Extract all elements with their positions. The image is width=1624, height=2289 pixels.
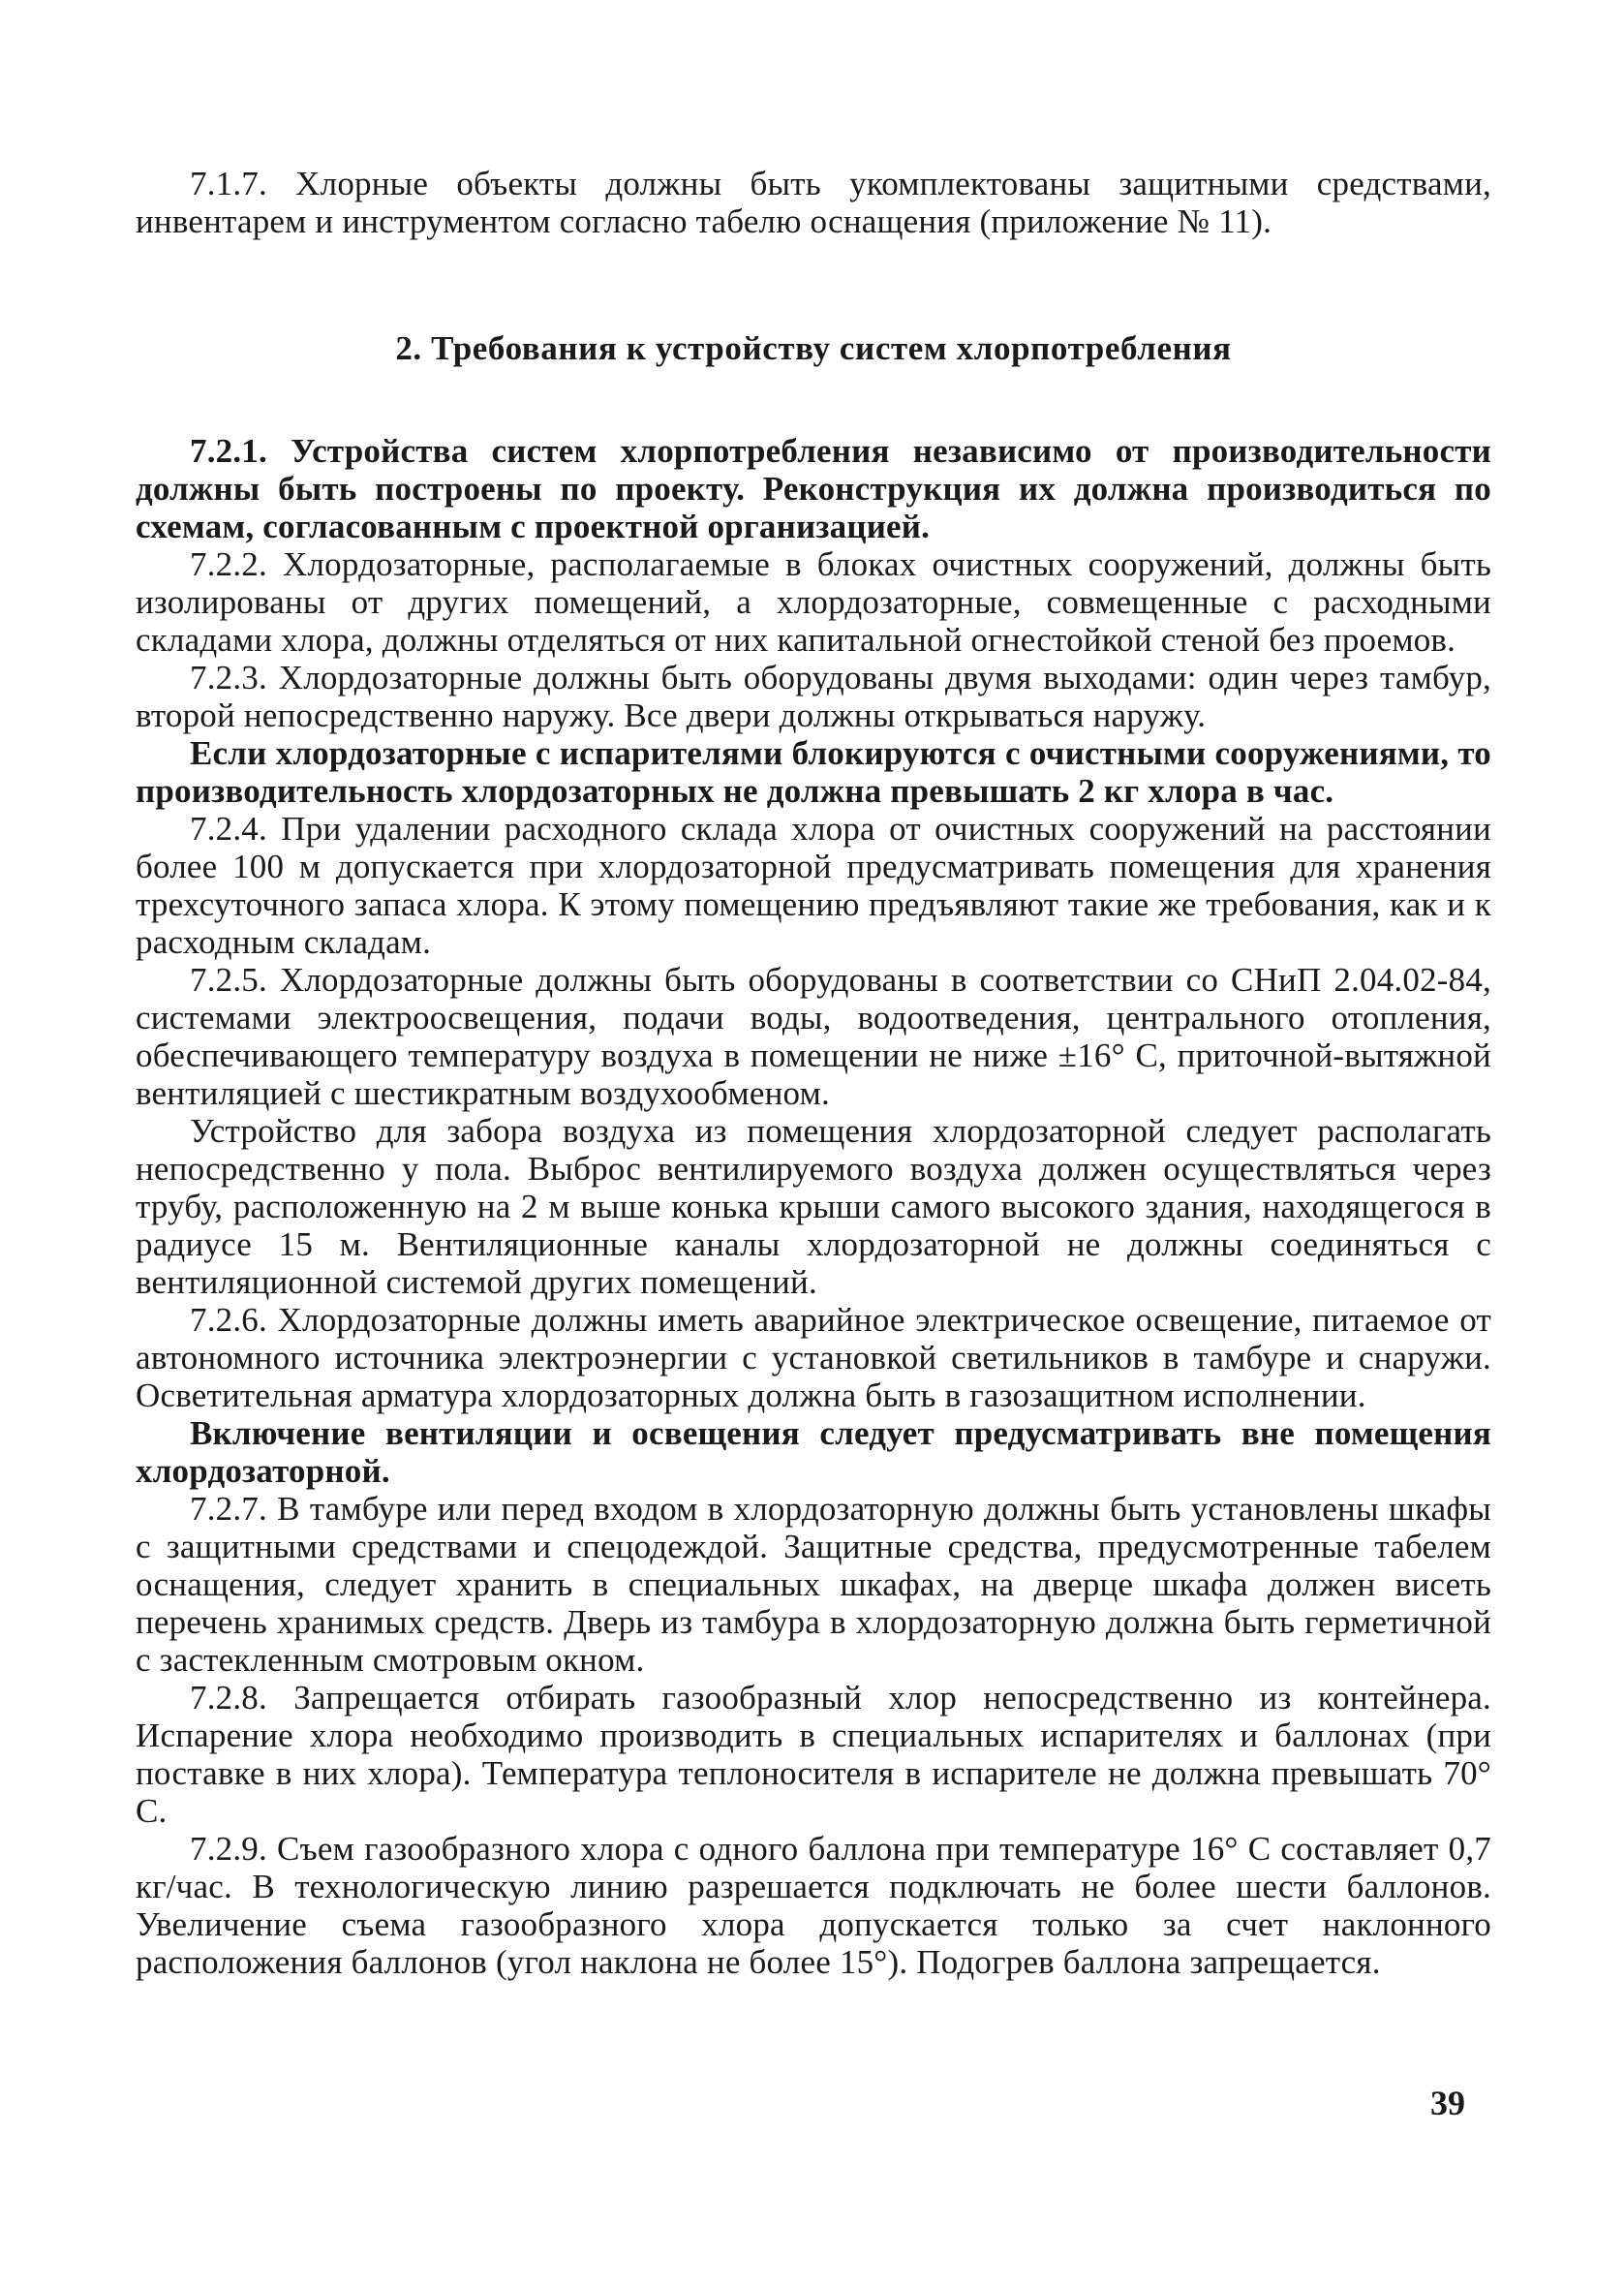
paragraph-7-2-9: 7.2.9. Съем газообразного хлора с одного баллона при температуре 16° С составляет 0,7 кг/час. В технологическую линию разрешается подключать не более шести баллонов. Увеличение съема газообразного хлора допускается только за счет наклонного расположения баллонов (угол наклона не более 15°). Подогрев баллона запрещается. bbox=[136, 1830, 1491, 1981]
paragraph-7-1-7: 7.1.7. Хлорные объекты должны быть укомплектованы защитными средствами, инвентарем и инструментом согласно табелю оснащения (приложение № 11). bbox=[136, 165, 1491, 240]
document-page bbox=[136, 165, 1491, 1981]
section-heading: 2. Требования к устройству систем хлорпотребления bbox=[395, 329, 1232, 367]
paragraph-7-2-1: 7.2.1. Устройства систем хлорпотребления независимо от производительности должны быть построены по проекту. Реконструкция их должна производиться по схемам, согласованным с проектной организацией. bbox=[136, 432, 1491, 545]
paragraph-7-2-7: 7.2.7. В тамбуре или перед входом в хлордозаторную должны быть установлены шкафы с защитными средствами и спецодеждой. Защитные средства, предусмотренные табелем оснащения, следует хранить в специальных шкафах, на дверце шкафа должен висеть перечень хранимых средств. Дверь из тамбура в хлордозаторную должна быть герметичной с застекленным смотровым окном. bbox=[136, 1490, 1491, 1679]
paragraph-7-2-6: 7.2.6. Хлордозаторные должны иметь аварийное электрическое освещение, питаемое от автономного источника электроэнергии с установкой светильников в тамбуре и снаружи. Осветительная арматура хлордозаторных должна быть в газозащитном исполнении. bbox=[136, 1301, 1491, 1414]
paragraph-7-2-5: 7.2.5. Хлордозаторные должны быть оборудованы в соответствии со СНиП 2.04.02-84, системами электроосвещения, подачи воды, водоотведения, центрального отопления, обеспечивающего температуру воздуха в помещении не ниже ±16° С, приточной-вытяжной вентиляцией с шестикратным воздухообменом. bbox=[136, 961, 1491, 1112]
paragraph-7-2-4: 7.2.4. При удалении расходного склада хлора от очистных сооружений на расстоянии более 100 м допускается при хлордозаторной предусматривать помещения для хранения трехсуточного запаса хлора. К этому помещению предъявляют такие же требования, как и к расходным складам. bbox=[136, 810, 1491, 961]
paragraph-evaporators: Если хлордозаторные с испарителями блокируются с очистными сооружениями, то производительность хлордозаторных не должна превышать 2 кг хлора в час. bbox=[136, 734, 1491, 810]
paragraph-air-intake: Устройство для забора воздуха из помещения хлордозаторной следует располагать непосредственно у пола. Выброс вентилируемого воздуха должен осуществляться через трубу, расположенную на 2 м выше конька крыши самого высокого здания, находящегося в радиусе 15 м. Вентиляционные каналы хлордозаторной не должны соединяться с вентиляционной системой других помещений. bbox=[136, 1112, 1491, 1301]
paragraph-7-2-2: 7.2.2. Хлордозаторные, располагаемые в блоках очистных сооружений, должны быть изолированы от других помещений, а хлордозаторные, совмещенные с расходными складами хлора, должны отделяться от них капитальной огнестойкой стеной без проемов. bbox=[136, 545, 1491, 659]
paragraph-7-2-8: 7.2.8. Запрещается отбирать газообразный хлор непосредственно из контейнера. Испарение хлора необходимо производить в специальных испарителях и баллонах (при поставке в них хлора). Температура теплоносителя в испарителе не должна превышать 70° С. bbox=[136, 1679, 1491, 1830]
paragraph-switching: Включение вентиляции и освещения следует предусматривать вне помещения хлордозаторной. bbox=[136, 1414, 1491, 1490]
page-number: 39 bbox=[1430, 2084, 1465, 2122]
paragraph-7-2-3: 7.2.3. Хлордозаторные должны быть оборудованы двумя выходами: один через тамбур, второй непосредственно наружу. Все двери должны открываться наружу. bbox=[136, 659, 1491, 734]
